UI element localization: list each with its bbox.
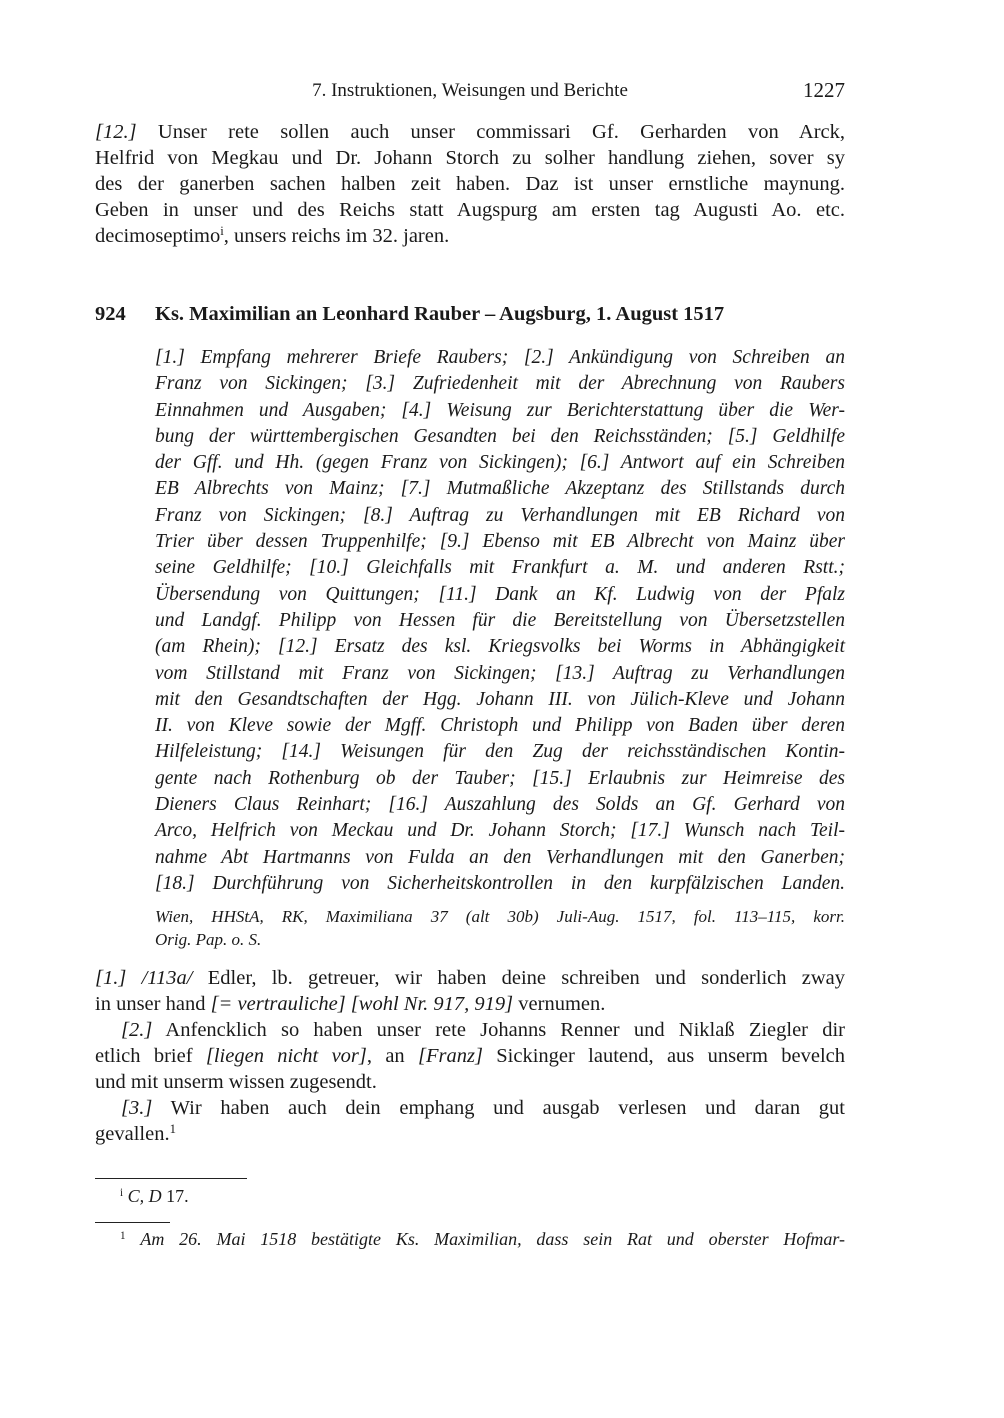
text-segment: Dieners Claus Reinhart; [16.] Auszahlung des Solds an Gf. Gerhard von bbox=[155, 794, 845, 816]
text-line bbox=[95, 965, 845, 991]
text-line bbox=[95, 171, 845, 197]
text-segment: [Franz] bbox=[418, 1045, 483, 1067]
footnote-i bbox=[120, 1183, 845, 1209]
text-line bbox=[95, 119, 845, 145]
text-segment: vernumen. bbox=[513, 993, 606, 1015]
text-segment: Unser rete sollen auch unser commissari Gf. Gerharden von Arck, bbox=[136, 121, 845, 143]
text-segment: [= vertrauliche] [wohl Nr. 917, 919] bbox=[210, 993, 514, 1015]
text-segment: und Landgf. Philipp von Hessen für die Bereitstellung von Übersetzstellen bbox=[155, 609, 845, 631]
text-line bbox=[95, 223, 845, 249]
text-line bbox=[155, 818, 845, 844]
text-line bbox=[95, 1121, 845, 1147]
running-head bbox=[95, 80, 845, 106]
text-segment: 17. bbox=[161, 1186, 189, 1206]
text-segment: EB Albrechts von Mainz; [7.] Mutmaßliche Akzeptanz des Stillstands durch bbox=[155, 478, 845, 500]
footnote-divider bbox=[95, 1222, 170, 1223]
document-body bbox=[95, 965, 845, 1147]
footnote-divider bbox=[95, 1178, 247, 1179]
text-line bbox=[95, 1043, 845, 1069]
page-number: 1227 bbox=[803, 78, 845, 102]
text-segment: gente nach Rothenburg ob der Tauber; [15.] Erlaubnis zur Heimreise des bbox=[155, 767, 845, 789]
text-line bbox=[95, 145, 845, 171]
text-line bbox=[155, 555, 845, 581]
text-segment: , an bbox=[366, 1045, 419, 1067]
footnote-marker: 1 bbox=[169, 1122, 176, 1137]
running-title: 7. Instruktionen, Weisungen und Berichte bbox=[312, 80, 628, 101]
text-line bbox=[155, 905, 845, 928]
text-segment: [2.] bbox=[121, 1019, 153, 1041]
text-segment: Übersendung von Quittungen; [11.] Dank an Kf. Ludwig von der Pfalz bbox=[155, 583, 845, 605]
text-segment: (am Rhein); [12.] Ersatz des ksl. Kriegsvolks bei Worms in Abhängigkeit bbox=[155, 636, 845, 658]
text-line bbox=[120, 1226, 845, 1252]
text-segment: Orig. Pap. o. S. bbox=[155, 930, 262, 949]
text-line bbox=[155, 582, 845, 608]
text-segment: bung der württembergischen Gesandten bei den Reichsständen; [5.] Geldhilfe bbox=[155, 425, 845, 447]
text-line bbox=[155, 634, 845, 660]
regest-summary bbox=[155, 345, 845, 897]
text-line bbox=[95, 1095, 845, 1121]
text-line bbox=[155, 608, 845, 634]
text-line bbox=[155, 766, 845, 792]
text-segment: Am 26. Mai 1518 bestätigte Ks. Maximilian, dass sein Rat und oberster Hofmar- bbox=[140, 1229, 846, 1249]
document-number: 924 bbox=[95, 303, 126, 325]
text-line bbox=[95, 991, 845, 1017]
text-line bbox=[120, 1183, 845, 1209]
text-line bbox=[155, 871, 845, 897]
footnote-1 bbox=[120, 1226, 845, 1252]
text-line bbox=[155, 792, 845, 818]
footnote-marker: 1 bbox=[120, 1229, 126, 1242]
text-segment: [12.] bbox=[95, 121, 137, 143]
text-line bbox=[155, 345, 845, 371]
text-segment: Trier über dessen Truppenhilfe; [9.] Ebenso mit EB Albrecht von Mainz über bbox=[155, 531, 845, 553]
text-line bbox=[155, 424, 845, 450]
footnote-marker: i bbox=[120, 1186, 124, 1199]
text-segment: Edler, lb. getreuer, wir haben deine schreiben und sonderlich zway bbox=[192, 967, 846, 989]
text-segment: Franz von Sickingen; [8.] Auftrag zu Verhandlungen mit EB Richard von bbox=[155, 504, 845, 526]
text-segment: mit den Gesandtschaften der Hgg. Johann III. von Jülich-Kleve und Johann bbox=[155, 688, 845, 710]
text-segment: II. von Kleve sowie der Mgff. Christoph und Philipp von Baden über deren bbox=[155, 715, 845, 737]
text-segment: Geben in unser und des Reichs statt Augspurg am ersten tag Augusti Ao. etc. bbox=[95, 199, 845, 221]
text-line bbox=[95, 197, 845, 223]
text-line bbox=[155, 687, 845, 713]
text-segment: C, D bbox=[127, 1186, 162, 1206]
text-segment bbox=[126, 1229, 141, 1249]
text-line bbox=[155, 398, 845, 424]
text-segment: nahme Abt Hartmanns von Fulda an den Verhandlungen mit den Ganerben; bbox=[155, 846, 845, 868]
text-segment: seine Geldhilfe; [10.] Gleichfalls mit Frankfurt a. M. und anderen Rstt.; bbox=[155, 557, 845, 579]
text-segment: [1.] /113a/ bbox=[95, 967, 193, 989]
text-line bbox=[155, 713, 845, 739]
text-segment: Wien, HHStA, RK, Maximiliana 37 (alt 30b) Juli-Aug. 1517, fol. 113–115, korr. bbox=[155, 907, 845, 926]
text-segment: und mit unserm wissen zugesendt. bbox=[95, 1071, 377, 1093]
text-segment: Sickinger lautend, aus unserm bevelch bbox=[482, 1045, 845, 1067]
text-line bbox=[155, 739, 845, 765]
footnote-marker: i bbox=[220, 224, 224, 239]
text-segment: Helfrid von Megkau und Dr. Johann Storch zu solher handlung ziehen, sover sy bbox=[95, 147, 845, 169]
text-segment: [liegen nicht vor] bbox=[205, 1045, 367, 1067]
text-line bbox=[155, 928, 845, 951]
text-segment: , unsers reichs im 32. jaren. bbox=[223, 225, 450, 247]
text-line bbox=[155, 503, 845, 529]
text-segment: des der ganerben sachen halben zeit haben. Daz ist unser ernstliche maynung. bbox=[95, 173, 845, 195]
paragraph-12 bbox=[95, 119, 845, 249]
text-segment: gevallen. bbox=[95, 1123, 170, 1145]
text-line bbox=[155, 845, 845, 871]
text-segment: Franz von Sickingen; [3.] Zufriedenheit mit der Abrechnung von Raubers bbox=[155, 373, 845, 395]
text-segment: Hilfeleistung; [14.] Weisungen für den Zug der reichsständischen Kontin- bbox=[155, 741, 845, 763]
text-line bbox=[155, 661, 845, 687]
text-segment: Arco, Helfrich von Meckau und Dr. Johann Storch; [17.] Wunsch nach Teil- bbox=[155, 820, 845, 842]
text-line bbox=[95, 1069, 845, 1095]
text-segment: [1.] Empfang mehrerer Briefe Raubers; [2.] Ankündigung von Schreiben an bbox=[155, 347, 845, 368]
text-segment: vom Stillstand mit Franz von Sickingen; [13.] Auftrag zu Verhandlungen bbox=[155, 662, 845, 684]
text-line bbox=[155, 450, 845, 476]
source-citation bbox=[155, 905, 845, 951]
document-title: Ks. Maximilian an Leonhard Rauber – Augsburg, 1. August 1517 bbox=[155, 303, 725, 325]
text-segment: [18.] Durchführung von Sicherheitskontrollen in den kurpfälzischen Landen. bbox=[155, 872, 845, 894]
text-segment: der Gff. und Hh. (gegen Franz von Sickingen); [6.] Antwort auf ein Schreiben bbox=[155, 452, 845, 474]
text-segment: Einnahmen und Ausgaben; [4.] Weisung zur Berichterstattung über die Wer- bbox=[155, 399, 845, 421]
text-line bbox=[155, 371, 845, 397]
document-heading bbox=[95, 299, 845, 329]
text-segment: Anfencklich so haben unser rete Johanns Renner und Niklaß Ziegler dir bbox=[152, 1019, 845, 1041]
text-segment: [3.] bbox=[121, 1097, 153, 1119]
text-line bbox=[95, 1017, 845, 1043]
text-line bbox=[155, 476, 845, 502]
text-segment: Wir haben auch dein emphang und ausgab verlesen und daran gut bbox=[152, 1097, 845, 1119]
text-segment: in unser hand bbox=[95, 993, 211, 1015]
text-line bbox=[155, 529, 845, 555]
text-segment: decimoseptimo bbox=[95, 225, 221, 247]
text-segment: etlich brief bbox=[95, 1045, 206, 1067]
